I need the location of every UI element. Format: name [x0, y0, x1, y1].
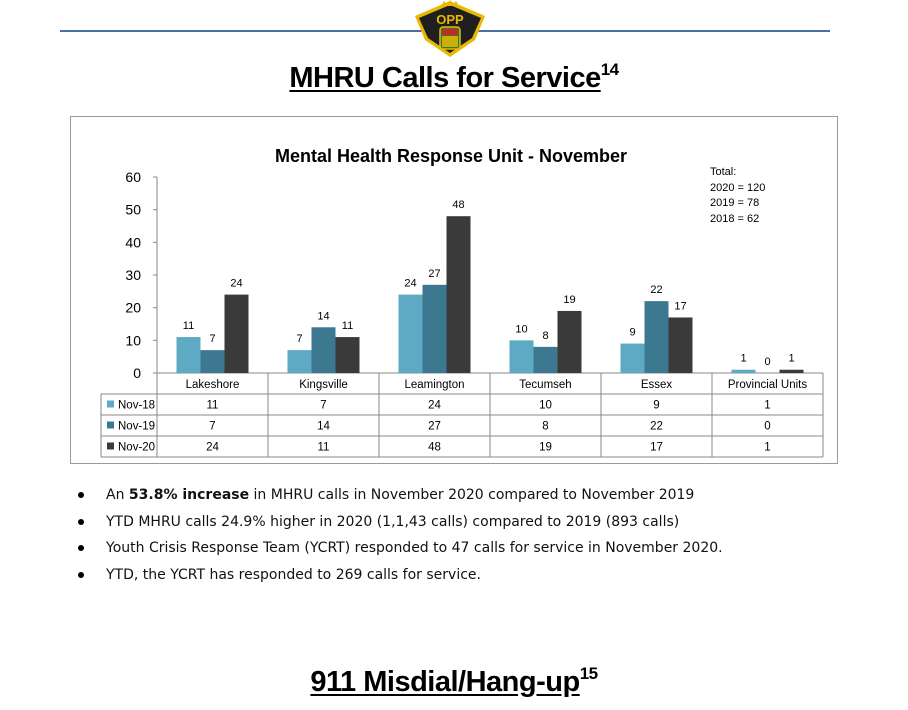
bar [780, 370, 804, 373]
section-title-mhru [0, 60, 908, 95]
table-cell-value: 19 [539, 441, 552, 454]
opp-logo [413, 0, 487, 58]
legend-series-name: Nov-20 [118, 441, 156, 454]
table-cell-value: 27 [428, 420, 441, 433]
bar-data-label: 22 [650, 284, 663, 297]
bar-data-label: 19 [563, 293, 576, 306]
bar-data-label: 0 [764, 356, 771, 368]
bar-data-label: 1 [740, 352, 747, 365]
legend-key [107, 422, 114, 429]
bar [534, 347, 558, 373]
table-cell-value: 17 [650, 441, 663, 454]
table-cell-value: 48 [428, 441, 441, 454]
bar [669, 317, 693, 373]
bullet-text: Youth Crisis Response Team (YCRT) responded to 47 calls for service in November 2020. [106, 540, 723, 556]
bullet-text: YTD MHRU calls 24.9% higher in 2020 (1,1,43 calls) compared to 2019 (893 calls) [106, 513, 680, 530]
bullet-emphasis: 53.8% increase [128, 487, 250, 503]
table-cell-value: 7 [320, 399, 327, 412]
bar [177, 337, 201, 373]
bullet-item [76, 564, 876, 591]
summary-bullets [76, 484, 876, 590]
bar-data-label: 8 [542, 329, 549, 342]
bar [510, 340, 534, 373]
section-title-911 [0, 664, 908, 699]
bar-data-label: 11 [341, 320, 354, 333]
table-cell-value: 24 [428, 399, 441, 412]
bar-data-label: 10 [515, 323, 528, 336]
table-cell-value: 10 [539, 399, 552, 412]
chart-annotation-line: 2019 = 78 [710, 197, 760, 209]
bar-data-label: 24 [404, 277, 417, 290]
table-cell-value: 11 [206, 399, 219, 412]
section-title-text: 911 Misdial/Hang-up [310, 666, 580, 698]
y-tick-label: 10 [125, 332, 141, 349]
bar-data-label: 48 [452, 199, 465, 212]
y-tick-label: 60 [125, 169, 141, 185]
bar-data-label: 17 [674, 300, 687, 313]
y-tick-label: 30 [125, 267, 141, 283]
chart-annotation-line: 2018 = 62 [710, 213, 760, 225]
bar [732, 370, 756, 373]
y-tick-label: 20 [125, 299, 141, 316]
table-cell-value: 1 [764, 441, 771, 454]
footnote-marker: 15 [579, 664, 598, 683]
bullet-item [76, 537, 876, 564]
bar [423, 285, 447, 373]
table-cell-value: 11 [317, 441, 330, 454]
footnote-marker: 14 [600, 60, 619, 79]
bar-data-label: 7 [296, 333, 303, 346]
bar-data-label: 24 [230, 277, 243, 290]
table-cell-value: 1 [764, 399, 771, 412]
bar-data-label: 7 [209, 333, 216, 346]
opp-crest-icon [413, 0, 487, 58]
table-cell-value: 9 [653, 399, 660, 412]
bar [645, 301, 669, 373]
category-label: Lakeshore [185, 379, 240, 391]
bar [447, 216, 471, 373]
y-tick-label: 50 [125, 201, 141, 218]
bar [399, 295, 423, 373]
bar-data-label: 11 [182, 320, 195, 333]
bar [225, 295, 249, 373]
bullet-text: An [106, 487, 129, 503]
table-cell-value: 8 [542, 420, 549, 433]
legend-series-name: Nov-18 [118, 399, 156, 412]
bar-data-label: 14 [317, 310, 330, 323]
mhru-chart [70, 116, 838, 464]
table-cell-value: 7 [209, 420, 216, 433]
category-label: Provincial Units [727, 379, 808, 391]
bullet-item [76, 511, 876, 538]
bullet-text: in MHRU calls in November 2020 compared to November 2019 [249, 487, 695, 503]
bar-data-label: 27 [428, 267, 441, 280]
y-tick-label: 40 [125, 234, 141, 251]
chart-annotation-line: Total: [710, 166, 737, 178]
bar-data-label: 9 [629, 326, 636, 339]
bar [621, 344, 645, 373]
category-label: Essex [640, 379, 673, 391]
chart-title: Mental Health Response Unit - November [274, 146, 628, 166]
chart-canvas [71, 117, 839, 465]
legend-series-name: Nov-19 [118, 420, 156, 433]
category-label: Kingsville [299, 379, 348, 391]
bar-data-label: 1 [788, 352, 795, 365]
bar [558, 311, 582, 373]
bar [312, 327, 336, 373]
legend-key [107, 401, 114, 408]
legend-key [107, 443, 114, 450]
chart-annotation-line: 2020 = 120 [710, 182, 766, 194]
table-cell-value: 22 [650, 420, 663, 433]
bullet-text: YTD, the YCRT has responded to 269 calls for service. [106, 566, 481, 583]
bar [201, 350, 225, 373]
section-title-text: MHRU Calls for Service [289, 62, 601, 94]
table-cell-value: 24 [206, 441, 219, 454]
category-label: Tecumseh [519, 379, 572, 391]
bullet-item [76, 484, 876, 511]
y-tick-label: 0 [133, 365, 141, 381]
logo-text: OPP [436, 12, 464, 27]
table-cell-value: 14 [317, 420, 330, 433]
bar [288, 350, 312, 373]
category-label: Leamington [404, 379, 465, 391]
bar [336, 337, 360, 373]
table-cell-value: 0 [764, 420, 771, 433]
